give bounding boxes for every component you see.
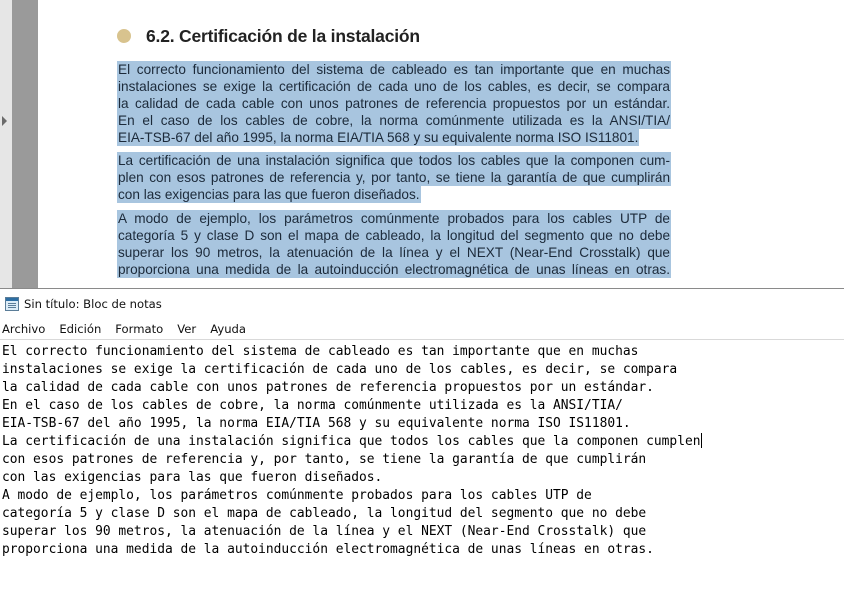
editor-line[interactable]: El correcto funcionamiento del sistema de cableado es tan importante que en muchas (2, 344, 639, 359)
pdf-paragraph-2[interactable] (117, 152, 671, 208)
window-title: Sin título: Bloc de notas (24, 296, 162, 311)
menu-archivo[interactable]: Archivo (2, 321, 46, 336)
selected-text-line[interactable]: proporciona una medida de la autoinducción electromagnética de unas líneas en otras. (118, 262, 670, 277)
selected-text-line[interactable]: plen con esos patrones de referencia y, por tanto, se tiene la garantía de que cumplirán (118, 170, 670, 185)
editor-line-text[interactable]: La certificación de una instalación significa que todos los cables que la componen cumplen (2, 434, 701, 449)
selected-text-line[interactable]: superar los 90 metros, la atenuación de la línea y el NEXT (Near-End Crosstalk) que (118, 245, 670, 260)
text-caret (701, 433, 702, 448)
editor-line[interactable]: la calidad de cada cable con unos patrones de referencia propuestos por un estándar. (2, 380, 654, 395)
selected-text-line[interactable]: El correcto funcionamiento del sistema de cableado es tan importante que en muchas (118, 62, 670, 77)
selected-text-line[interactable]: EIA-TSB-67 del año 1995, la norma EIA/TIA 568 y su equivalente norma ISO IS11801. (118, 130, 639, 145)
title-bar[interactable] (0, 289, 844, 318)
editor-line[interactable]: con esos patrones de referencia y, por tanto, se tiene la garantía de que cumplirán (2, 452, 647, 467)
menu-edicion[interactable]: Edición (59, 321, 102, 336)
selected-text-line[interactable]: A modo de ejemplo, los parámetros comúnmente probados para los cables UTP de (118, 211, 670, 226)
pdf-page (38, 0, 844, 288)
pdf-viewer (0, 0, 844, 288)
menu-ayuda[interactable]: Ayuda (210, 321, 247, 336)
section-heading (117, 24, 420, 48)
notepad-window (0, 288, 844, 594)
expand-panel-icon[interactable] (2, 116, 7, 126)
menu-bar (0, 318, 844, 340)
editor-line-with-caret[interactable] (2, 433, 840, 451)
page-margin (12, 0, 38, 288)
editor-line[interactable]: con las exigencias para las que fueron diseñados. (2, 470, 383, 485)
pdf-paragraph-1[interactable] (117, 61, 671, 151)
text-editor[interactable] (2, 343, 840, 593)
editor-line[interactable]: categoría 5 y clase D son el mapa de cableado, la longitud del segmento que no debe (2, 506, 647, 521)
editor-line[interactable]: A modo de ejemplo, los parámetros comúnmente probados para los cables UTP de (2, 488, 592, 503)
menu-formato[interactable]: Formato (115, 321, 164, 336)
selected-text-line[interactable]: la calidad de cada cable con unos patrones de referencia propuestos por un estándar. (118, 96, 670, 111)
selected-text-line[interactable]: categoría 5 y clase D son el mapa de cableado, la longitud del segmento que no debe (118, 228, 670, 243)
menu-ver[interactable]: Ver (177, 321, 197, 336)
section-title: 6.2. Certificación de la instalación (146, 25, 420, 46)
bullet-icon (117, 29, 131, 43)
selected-text-line[interactable]: En el caso de los cables de cobre, la norma comúnmente utilizada es la ANSI/TIA/ (118, 113, 670, 128)
side-panel-strip[interactable] (0, 0, 12, 288)
editor-line[interactable]: superar los 90 metros, la atenuación de la línea y el NEXT (Near-End Crosstalk) que (2, 524, 647, 539)
selected-text-line[interactable]: La certificación de una instalación significa que todos los cables que la componen cum- (118, 153, 670, 168)
selected-text-line[interactable]: con las exigencias para las que fueron diseñados. (118, 187, 420, 202)
pdf-paragraph-3[interactable] (117, 210, 671, 278)
notepad-icon (5, 297, 19, 311)
editor-line[interactable]: EIA-TSB-67 del año 1995, la norma EIA/TIA 568 y su equivalente norma ISO IS11801. (2, 416, 631, 431)
editor-line[interactable]: En el caso de los cables de cobre, la norma comúnmente utilizada es la ANSI/TIA/ (2, 398, 623, 413)
selected-text-line[interactable]: instalaciones se exige la certificación de cada uno de los cables, es decir, se compara (118, 79, 670, 94)
editor-line[interactable]: proporciona una medida de la autoinducción electromagnética de unas líneas en otras. (2, 542, 654, 557)
editor-line[interactable]: instalaciones se exige la certificación de cada uno de los cables, es decir, se compara (2, 362, 678, 377)
